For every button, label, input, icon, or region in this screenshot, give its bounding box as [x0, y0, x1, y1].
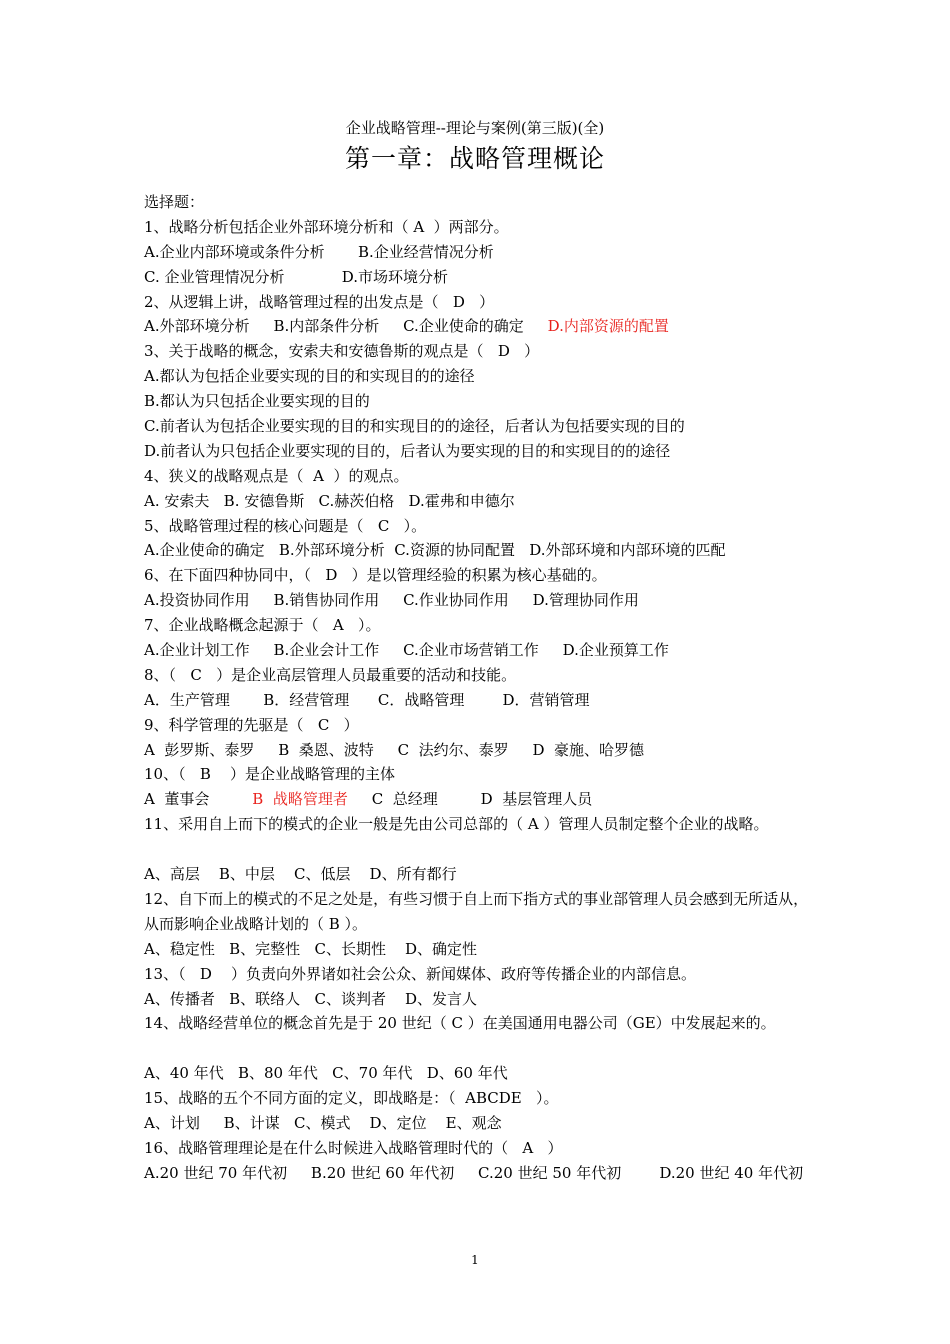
question-text: 3、关于战略的概念，安索夫和安德鲁斯的观点是（ D ） — [144, 342, 540, 361]
answer-options: A、高层 B、中层 C、低层 D、所有都行 — [144, 865, 457, 884]
answer-options: A、40 年代 B、80 年代 C、70 年代 D、60 年代 — [144, 1064, 508, 1083]
answer-options: A、计划 B、计谋 C、模式 D、定位 E、观念 — [144, 1114, 502, 1132]
question-text: 16、战略管理理论是在什么时候进入战略管理时代的（ A ） — [144, 1138, 563, 1157]
answer-options: D.前者认为只包括企业要实现的目的，后者认为要实现的目的和实现目的的途径 — [144, 441, 671, 460]
section-heading: 选择题： — [144, 193, 205, 211]
answer-options: A、稳定性 B、完整性 C、长期性 D、确定性 — [144, 939, 478, 958]
question-text: 13、（ D ）负责向外界诸如社会公众、新闻媒体、政府等传播企业的内部信息。 — [144, 964, 696, 983]
highlighted-answer: B 战略管理者 — [252, 790, 348, 809]
question-text: 2、从逻辑上讲，战略管理过程的出发点是（ D ） — [144, 292, 495, 311]
answer-options: A.企业使命的确定 B.外部环境分析 C.资源的协同配置 D.外部环境和内部环境的匹配 — [144, 541, 726, 560]
answer-options: A、传播者 B、联络人 C、谈判者 D、发言人 — [144, 989, 478, 1008]
answer-options: A.20 世纪 70 年代初 B.20 世纪 60 年代初 C.20 世纪 50 年代初 D.20 世纪 40 年代初 — [144, 1163, 804, 1182]
document-title: 企业战略管理--理论与案例(第三版)(全) — [345, 119, 605, 137]
answer-options — [144, 314, 814, 339]
answer-options: B.都认为只包括企业要实现的目的 — [144, 392, 370, 411]
question-text: 14、战略经营单位的概念首先是于 20 世纪（ C ）在美国通用电器公司（GE）中发展起来的。 — [144, 1014, 776, 1033]
answer-options: C.前者认为包括企业要实现的目的和实现目的的途径，后者认为包括要实现的目的 — [144, 417, 685, 436]
question-text: 7、企业战略概念起源于（ A ）。 — [144, 616, 381, 635]
chapter-heading: 第一章：战略管理概论 — [344, 144, 605, 173]
question-text: 5、战略管理过程的核心问题是（ C ）。 — [144, 516, 427, 535]
answer-options: A.投资协同作用 B.销售协同作用 C.作业协同作用 D.管理协同作用 — [144, 591, 639, 610]
answer-options: A. 安索夫 B. 安德鲁斯 C.赫茨伯格 D.霍弗和申德尔 — [144, 491, 515, 510]
question-list — [144, 190, 814, 1186]
answer-options: A.企业内部环境或条件分析 B.企业经营情况分析 — [144, 242, 494, 261]
question-text: 6、在下面四种协同中，（ D ）是以管理经验的积累为核心基础的。 — [144, 566, 607, 585]
highlighted-answer: D.内部资源的配置 — [547, 317, 669, 336]
answer-options: A 彭罗斯、泰罗 B 桑恩、波特 C 法约尔、泰罗 D 豪施、哈罗德 — [144, 740, 645, 759]
answer-options: A.企业计划工作 B.企业会计工作 C.企业市场营销工作 D.企业预算工作 — [144, 641, 669, 660]
question-text: 12、自下而上的模式的不足之处是，有些习惯于自上而下指方式的事业部管理人员会感到无所适从，从而影响企业战略计划的（ B ）。 — [144, 889, 809, 933]
question-text: 8、（ C ）是企业高层管理人员最重要的活动和技能。 — [144, 665, 517, 684]
answer-options: C. 企业管理情况分析 D.市场环境分析 — [144, 267, 448, 286]
option-text: C 总经理 D 基层管理人员 — [347, 790, 593, 809]
option-text: A 董事会 — [144, 790, 253, 809]
option-text: A.外部环境分析 B.内部条件分析 C.企业使命的确定 — [144, 317, 524, 336]
question-text: 11、采用自上而下的模式的企业一般是先由公司总部的（ A ）管理人员制定整个企业的战略。 — [144, 815, 769, 834]
answer-options: A.都认为包括企业要实现的目的和实现目的的途径 — [144, 367, 475, 386]
page-number: 1 — [471, 1253, 479, 1267]
question-text: 15、战略的五个不同方面的定义，即战略是：（ ABCDE ）。 — [144, 1089, 559, 1108]
question-text: 1、战略分析包括企业外部环境分析和（ A ）两部分。 — [144, 217, 509, 236]
question-text: 10、（ B ）是企业战略管理的主体 — [144, 765, 395, 784]
question-text: 4、狭义的战略观点是（ A ）的观点。 — [144, 466, 409, 485]
question-text: 9、科学管理的先驱是（ C ） — [144, 715, 359, 734]
answer-options: A．生产管理 B．经营管理 C．战略管理 D．营销管理 — [144, 690, 590, 709]
answer-options — [144, 787, 814, 812]
